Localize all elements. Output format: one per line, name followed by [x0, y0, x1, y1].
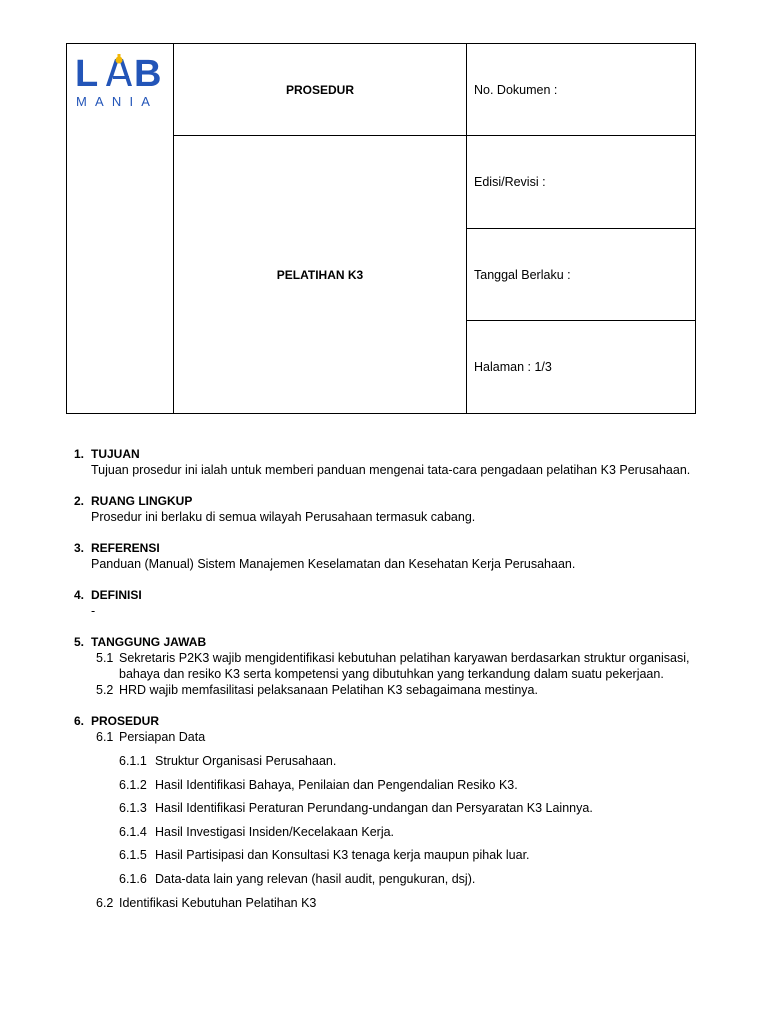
document-header-table [66, 43, 696, 414]
logo-mania-text: MANIA [76, 94, 159, 108]
logo-cell [67, 44, 174, 414]
item-number: 6.1.1 [119, 754, 147, 768]
section-title: REFERENSI [91, 541, 160, 555]
item-text: Hasil Identifikasi Bahaya, Penilaian dan Pengendalian Resiko K3. [155, 777, 518, 792]
edisi-revisi-field: Edisi/Revisi : [467, 136, 696, 229]
item-text: Identifikasi Kebutuhan Pelatihan K3 [119, 895, 317, 910]
list-item [74, 871, 694, 887]
list-item [74, 650, 694, 682]
item-number: 6.1.2 [119, 777, 147, 792]
logo-letter-l: L [75, 54, 99, 95]
list-item [74, 729, 694, 745]
compass-logo-icon [106, 54, 132, 86]
section-tanggung-jawab [74, 634, 694, 698]
halaman-field: Halaman : 1/3 [467, 321, 696, 414]
section-tujuan [74, 446, 694, 478]
item-text: Struktur Organisasi Perusahaan. [155, 754, 337, 768]
list-item [74, 824, 694, 840]
section-definisi [74, 587, 694, 619]
section-title: DEFINISI [91, 588, 142, 602]
section-body: - [91, 604, 96, 618]
item-number: 6.1.5 [119, 848, 147, 862]
no-dokumen-field: No. Dokumen : [467, 44, 696, 136]
section-body: Panduan (Manual) Sistem Manajemen Keselamatan dan Kesehatan Kerja Perusahaan. [91, 557, 576, 571]
section-ruang-lingkup [74, 493, 694, 525]
section-title: PROSEDUR [91, 714, 160, 728]
item-number: 6.1.4 [119, 824, 147, 839]
document-body [74, 446, 694, 926]
section-number: 1. [74, 447, 85, 461]
item-number: 5.1 [96, 651, 114, 665]
item-number: 6.1.6 [119, 871, 147, 886]
item-text: Hasil Identifikasi Peraturan Perundang-undangan dan Persyaratan K3 Lainnya. [155, 801, 593, 815]
section-number: 5. [74, 635, 85, 649]
list-item [74, 800, 694, 816]
section-body: Prosedur ini berlaku di semua wilayah Perusahaan termasuk cabang. [91, 510, 476, 524]
sub-list [74, 753, 694, 887]
list-item [74, 895, 694, 911]
list-item [74, 682, 694, 698]
item-text: Data-data lain yang relevan (hasil audit, pengukuran, dsj). [155, 871, 476, 886]
section-number: 2. [74, 494, 85, 508]
section-title: TUJUAN [91, 447, 140, 461]
item-text: HRD wajib memfasilitasi pelaksanaan Pelatihan K3 sebagaimana mestinya. [119, 683, 538, 697]
item-number: 5.2 [96, 683, 114, 697]
list-item [74, 753, 694, 769]
item-number: 6.2 [96, 895, 114, 910]
tanggal-berlaku-field: Tanggal Berlaku : [467, 229, 696, 321]
section-body: Tujuan prosedur ini ialah untuk memberi panduan mengenai tata-cara pengadaan pelatihan K3 Perusahaan. [91, 463, 691, 477]
item-number: 6.1.3 [119, 801, 147, 815]
prosedur-label: PROSEDUR [174, 44, 467, 136]
item-text: Persiapan Data [119, 730, 206, 744]
list-item [74, 847, 694, 863]
list-item [74, 777, 694, 793]
section-number: 3. [74, 541, 85, 555]
item-text: Hasil Investigasi Insiden/Kecelakaan Kerja. [155, 824, 395, 839]
logo-letter-b: B [134, 54, 162, 95]
item-number: 6.1 [96, 730, 114, 744]
section-number: 6. [74, 714, 85, 728]
section-referensi [74, 540, 694, 572]
section-title: RUANG LINGKUP [91, 494, 193, 508]
item-text: Sekretaris P2K3 wajib mengidentifikasi kebutuhan pelatihan karyawan berdasarkan struktur organisasi, bahaya dan resiko K3 serta kompetensi yang dibutuhkan yang terkandung dalam suatu pekerjaan. [119, 651, 690, 681]
section-title: TANGGUNG JAWAB [91, 635, 207, 649]
section-prosedur [74, 713, 694, 911]
section-number: 4. [74, 588, 85, 602]
labmania-logo [75, 54, 167, 108]
item-text: Hasil Partisipasi dan Konsultasi K3 tenaga kerja maupun pihak luar. [155, 848, 530, 862]
document-title: PELATIHAN K3 [174, 136, 467, 414]
